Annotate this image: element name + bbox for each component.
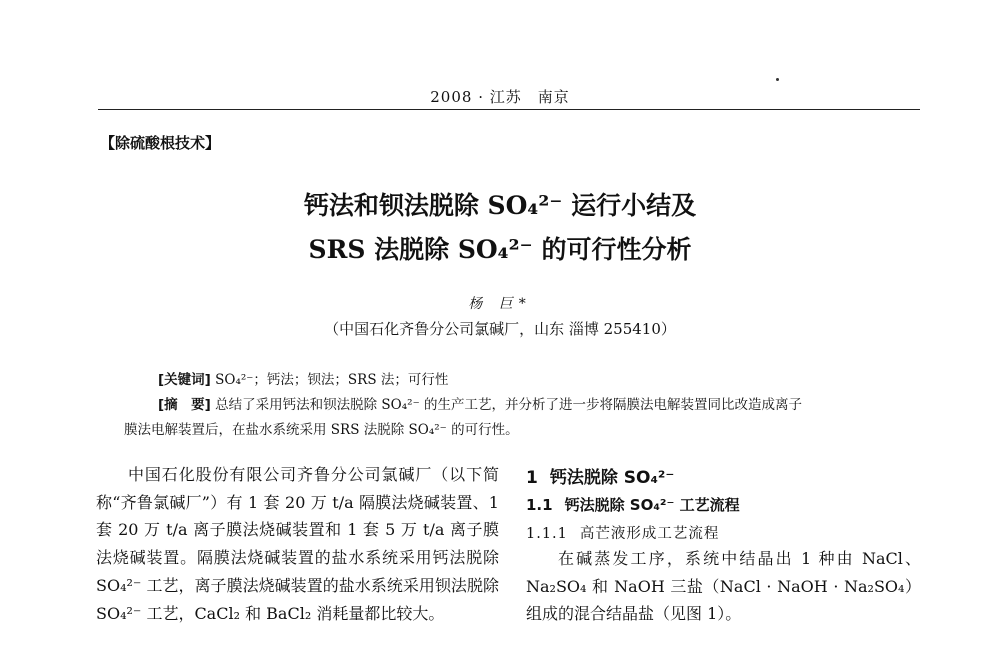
keywords-text: SO₄²⁻；钙法；钡法；SRS 法；可行性 [215, 372, 449, 388]
paper-title-line-2: SRS 法脱除 SO₄²⁻ 的可行性分析 [308, 235, 692, 264]
left-column [96, 461, 499, 627]
subsection-number: 1.1 [526, 496, 553, 514]
running-header: 2008 · 江苏 南京 [430, 88, 570, 106]
scan-speck [776, 78, 779, 81]
intro-paragraph: 中国石化股份有限公司齐鲁分公司氯碱厂（以下简称“齐鲁氯碱厂”）有 1 套 20 万 t/a 隔膜法烧碱装置、1 套 20 万 t/a 离子膜法烧碱装置和 1 套 5 万 t/a 离子膜法烧碱装置。隔膜法烧碱装置的盐水系统采用钙法脱除 SO₄²⁻ 工艺，离子膜法烧碱装置的盐水系统采用钡法脱除 SO₄²⁻ 工艺，CaCl₂ 和 BaCl₂ 消耗量都比较大。 [96, 465, 499, 623]
author: 杨 巨* [468, 296, 532, 312]
subsubsection-heading-1-1-1 [526, 522, 719, 543]
subsection-heading-1-1 [526, 494, 740, 515]
subsubsection-title: 高芒液形成工艺流程 [579, 526, 720, 542]
subsubsection-number: 1.1.1 [526, 526, 568, 542]
abstract-label: [摘 要] [158, 397, 211, 413]
abstract-line-2: 膜法电解装置后，在盐水系统采用 SRS 法脱除 SO₄²⁻ 的可行性。 [124, 422, 519, 438]
abstract-line-1 [158, 393, 802, 413]
right-column [526, 545, 921, 628]
keywords [158, 368, 448, 388]
header-rule [98, 109, 920, 110]
crystal-salt-paragraph: 在碱蒸发工序，系统中结晶出 1 种由 NaCl、Na₂SO₄ 和 NaOH 三盐（NaCl · NaOH · Na₂SO₄）组成的混合结晶盐（见图 1）。 [526, 549, 921, 624]
keywords-label: [关键词] [158, 372, 211, 388]
column-tag: 【除硫酸根技术】 [100, 134, 221, 152]
section-heading-1 [526, 463, 674, 488]
abstract-text-1: 总结了采用钙法和钡法脱除 SO₄²⁻ 的生产工艺，并分析了进一步将隔膜法电解装置同比改造成离子 [215, 397, 802, 413]
paper-title-line-1: 钙法和钡法脱除 SO₄²⁻ 运行小结及 [303, 191, 697, 220]
subsection-title: 钙法脱除 SO₄²⁻ 工艺流程 [564, 496, 740, 514]
section-title: 钙法脱除 SO₄²⁻ [549, 468, 675, 488]
affiliation: （中国石化齐鲁分公司氯碱厂，山东 淄博 255410） [324, 320, 676, 338]
section-number: 1 [526, 468, 538, 488]
